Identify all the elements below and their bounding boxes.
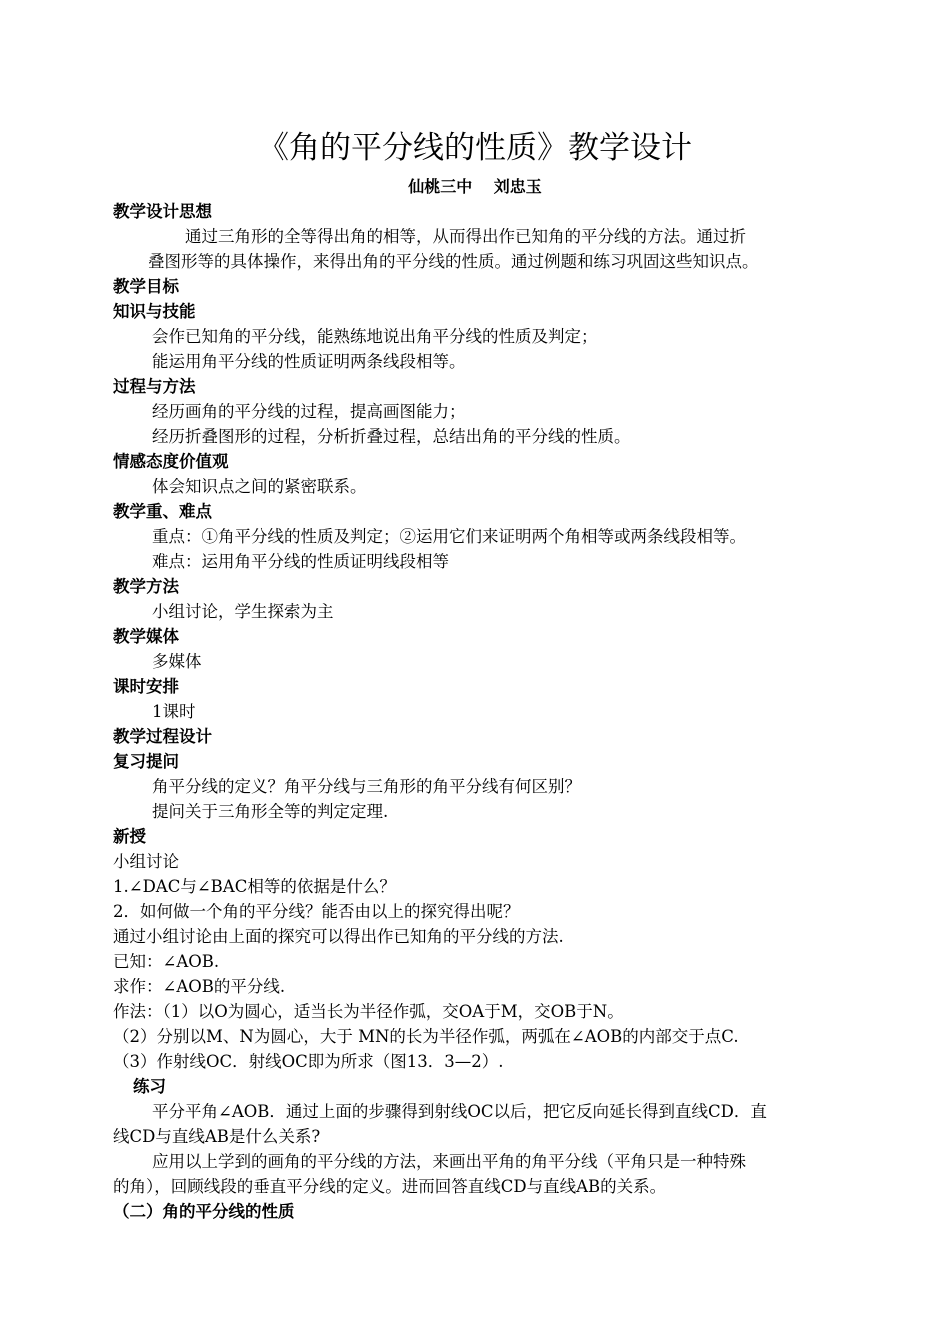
paragraph-line: 能运用角平分线的性质证明两条线段相等。	[152, 352, 466, 371]
paragraph-line: 通过三角形的全等得出角的相等，从而得出作已知角的平分线的方法。通过折	[185, 227, 746, 246]
heading-key-points: 教学重、难点	[113, 502, 212, 521]
subheading-practice: 练习	[133, 1077, 166, 1096]
paragraph-line: 已知：∠AOB.	[113, 952, 220, 971]
paragraph-line: 1课时	[152, 702, 196, 721]
paragraph-line: 的角），回顾线段的垂直平分线的定义。进而回答直线CD与直线AB的关系。	[113, 1177, 667, 1196]
paragraph-line: 提问关于三角形全等的判定定理.	[152, 802, 389, 821]
paragraph-line: 作法：（1）以O为圆心，适当长为半径作弧，交OA于M，交OB于N。	[113, 1002, 624, 1021]
heading-process-design: 教学过程设计	[113, 727, 212, 746]
subheading-review: 复习提问	[113, 752, 179, 771]
paragraph-line: 角平分线的定义？角平分线与三角形的角平分线有何区别？	[152, 777, 581, 796]
heading-objectives: 教学目标	[113, 277, 179, 296]
heading-method: 教学方法	[113, 577, 179, 596]
paragraph-line: 重点：①角平分线的性质及判定；②运用它们来证明两个角相等或两条线段相等。	[152, 527, 746, 546]
subheading-new-lesson: 新授	[113, 827, 146, 846]
paragraph-line: 体会知识点之间的紧密联系。	[152, 477, 367, 496]
paragraph-line: 2．如何做一个角的平分线？能否由以上的探究得出呢？	[113, 902, 520, 921]
paragraph-line: 叠图形等的具体操作，来得出角的平分线的性质。通过例题和练习巩固这些知识点。	[148, 252, 759, 271]
paragraph-line: 经历画角的平分线的过程，提高画图能力；	[152, 402, 466, 421]
paragraph-line: 求作：∠AOB的平分线.	[113, 977, 286, 996]
paragraph-line: 平分平角∠AOB．通过上面的步骤得到射线OC以后，把它反向延长得到直线CD．直	[152, 1102, 767, 1121]
paragraph-line: 小组讨论	[113, 852, 179, 871]
paragraph-line: 难点：运用角平分线的性质证明线段相等	[152, 552, 449, 571]
heading-schedule: 课时安排	[113, 677, 179, 696]
subheading-knowledge: 知识与技能	[113, 302, 196, 321]
paragraph-line: （2）分别以M、N为圆心，大于 MN的长为半径作弧，两弧在∠AOB的内部交于点C.	[113, 1027, 739, 1046]
paragraph-line: 小组讨论，学生探索为主	[152, 602, 334, 621]
paragraph-line: 会作已知角的平分线，能熟练地说出角平分线的性质及判定；	[152, 327, 598, 346]
paragraph-line: （3）作射线OC．射线OC即为所求（图13．3—2）.	[113, 1052, 504, 1071]
paragraph-line: 线CD与直线AB是什么关系?	[113, 1127, 321, 1146]
paragraph-line: 通过小组讨论由上面的探究可以得出作已知角的平分线的方法.	[113, 927, 564, 946]
document-title: 《角的平分线的性质》教学设计	[258, 130, 692, 166]
author-line: 仙桃三中 刘忠玉	[408, 177, 542, 196]
paragraph-line: 经历折叠图形的过程，分析折叠过程，总结出角的平分线的性质。	[152, 427, 631, 446]
paragraph-line: 多媒体	[152, 652, 202, 671]
subheading-attitude: 情感态度价值观	[113, 452, 229, 471]
paragraph-line: 1.∠DAC与∠BAC相等的依据是什么？	[113, 877, 396, 896]
paragraph-line: 应用以上学到的画角的平分线的方法，来画出平角的角平分线（平角只是一种特殊	[152, 1152, 746, 1171]
heading-design-idea: 教学设计思想	[113, 202, 212, 221]
heading-media: 教学媒体	[113, 627, 179, 646]
subheading-bisector-property: （二）角的平分线的性质	[113, 1202, 295, 1221]
subheading-process: 过程与方法	[113, 377, 196, 396]
